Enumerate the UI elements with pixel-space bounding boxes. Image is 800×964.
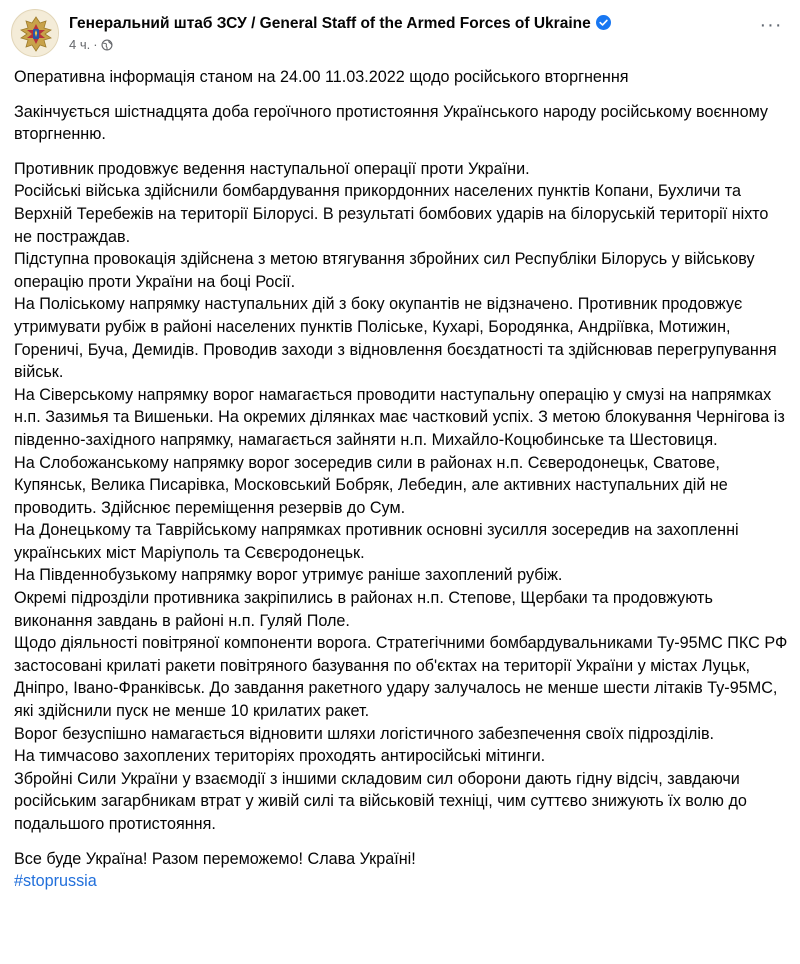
report-line: Ворог безуспішно намагається відновити шляхи логістичного забезпечення своїх підрозділів. bbox=[14, 724, 715, 743]
report-line: На Південнобузькому напрямку ворог утримує раніше захоплений рубіж. bbox=[14, 566, 563, 585]
post-header bbox=[11, 9, 791, 57]
post-report bbox=[14, 158, 789, 836]
report-line: Збройні Сили України у взаємодії з іншими складовим сил оборони дають гідну відсіч, завдаючи російським загарбникам втрат у живій силі та військовій техніці, чим суттєво знижують їх волю до подальшого протистояння. bbox=[14, 769, 747, 833]
meta-separator: · bbox=[93, 37, 98, 52]
post-meta bbox=[69, 37, 113, 53]
report-line: Російські війська здійснили бомбардування прикордонних населених пунктів Копани, Бухличи та Верхній Теребежів на території Білорусі. В результаті бомбових ударів на білоруській території ніхто не постраждав. bbox=[14, 182, 769, 246]
report-line: Окремі підрозділи противника закріпились в районах н.п. Степове, Щербаки та продовжують виконання завдань в районі н.п. Гуляй Поле. bbox=[14, 589, 713, 630]
post-body bbox=[14, 66, 789, 893]
report-line: На Сіверському напрямку ворог намагається проводити наступальну операцію у смузі на напрямках н.п. Зазимья та Вишеньки. На окремих ділянках має частковий успіх. З метою блокування Чернігова із південно-західного напрямку, намагається зайняти н.п. Михайло-Коцюбинське та Шестовиця. bbox=[14, 385, 785, 449]
page-name[interactable] bbox=[69, 14, 611, 36]
report-line: На тимчасово захоплених територіях проходять антиросійські мітинги. bbox=[14, 747, 546, 766]
page-name-text[interactable]: Генеральний штаб ЗСУ / General Staff of the Armed Forces of Ukraine bbox=[69, 15, 591, 32]
post-title: Оперативна інформація станом на 24.00 11.03.2022 щодо російського вторгнення bbox=[14, 68, 629, 86]
more-options-button[interactable]: ··· bbox=[759, 14, 783, 36]
report-line: Підступна провокація здійснена з метою втягування збройних сил Республіки Білорусь у військову операцію проти України на боці Росії. bbox=[14, 250, 755, 291]
report-line: Противник продовжує ведення наступальної операції проти України. bbox=[14, 159, 530, 178]
post-closing: Все буде Україна! Разом переможемо! Слава Україні! bbox=[14, 849, 416, 868]
verified-badge-icon bbox=[596, 15, 611, 36]
report-line: На Донецькому та Таврійському напрямках противник основні зусилля зосередив на захопленні українських міст Маріуполь та Сєвєродонецьк. bbox=[14, 521, 739, 562]
hashtag-link[interactable]: #stoprussia bbox=[14, 872, 97, 891]
page-avatar[interactable] bbox=[11, 9, 59, 57]
post-timestamp[interactable]: 4 ч. bbox=[69, 37, 91, 52]
report-line: Щодо діяльності повітряної компоненти ворога. Стратегічними бомбардувальниками Ту-95МС ПКС РФ застосовані крилаті ракети повітряного базування по об'єктах на території України у містах Луцьк, Дніпро, Івано-Франківськ. До завдання ракетного удару залучалось не менше шести літаків Ту-95МС, які здійснили пуск не менше 10 крилатих ракет. bbox=[14, 634, 788, 721]
post-intro: Закінчується шістнадцята доба героїчного протистояння Українського народу російському воєнному вторгненню. bbox=[14, 102, 769, 144]
globe-icon bbox=[101, 37, 113, 52]
report-line: На Слобожанському напрямку ворог зосередив сили в районах н.п. Сєверодонецьк, Сватове, Купянськ, Велика Писарівка, Московський Бобряк, Лебедин, але активних наступальних дій не проводить. Здійснює переміщення резервів до Сум. bbox=[14, 453, 728, 517]
report-line: На Поліському напрямку наступальних дій з боку окупантів не відзначено. Противник продовжує утримувати рубіж в районі населених пунктів Поліське, Кухарі, Бородянка, Андріївка, Мотижин, Гореничі, Буча, Демидів. Проводив заходи з відновлення боєздатності та здійснював перегрупування військ. bbox=[14, 295, 777, 382]
